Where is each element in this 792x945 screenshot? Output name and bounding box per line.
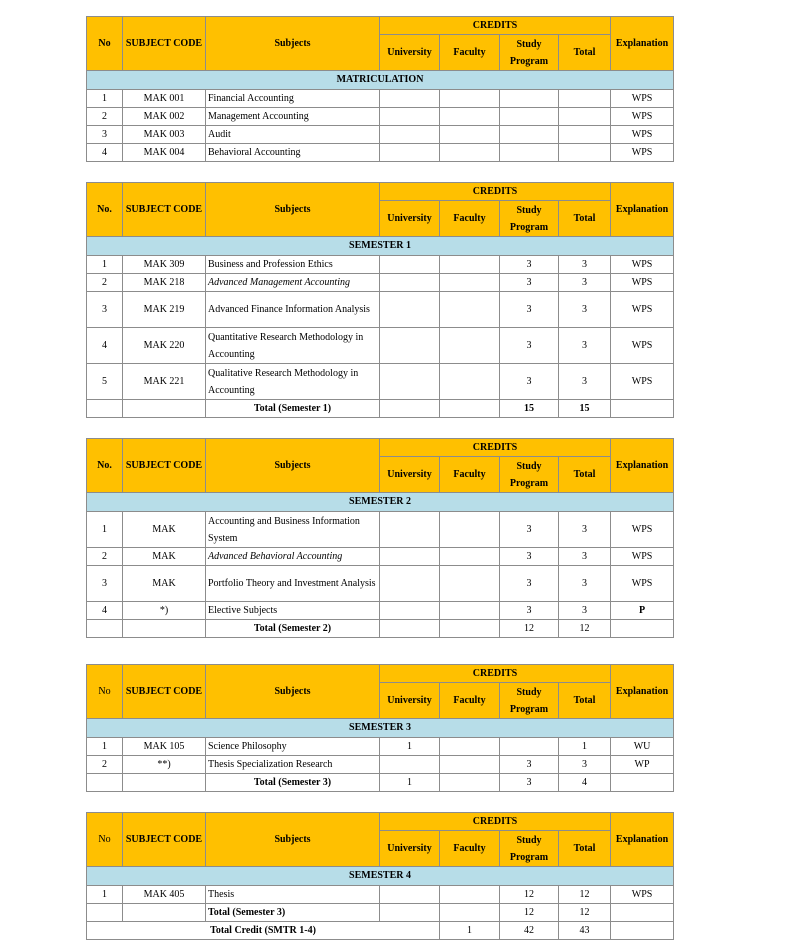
header-total: Total <box>559 201 611 237</box>
table-row <box>87 602 674 620</box>
total-university: 1 <box>380 774 440 792</box>
row-study-program <box>500 144 559 162</box>
header-total: Total <box>559 683 611 719</box>
row-total <box>559 108 611 126</box>
row-faculty <box>440 566 500 602</box>
row-no: 1 <box>87 886 123 904</box>
total-row <box>87 620 674 638</box>
header-faculty: Faculty <box>440 683 500 719</box>
row-no: 5 <box>87 364 123 400</box>
row-faculty <box>440 90 500 108</box>
total-study-program: 12 <box>500 904 559 922</box>
section-title: MATRICULATION <box>87 71 674 90</box>
row-explanation: WPS <box>611 90 674 108</box>
row-no: 4 <box>87 602 123 620</box>
grand-total-row <box>87 922 674 940</box>
semester-3-table <box>86 664 674 792</box>
header-faculty: Faculty <box>440 831 500 867</box>
header-university: University <box>380 457 440 493</box>
table-row <box>87 738 674 756</box>
row-code: **) <box>123 756 206 774</box>
row-code: MAK 003 <box>123 126 206 144</box>
total-faculty <box>440 904 500 922</box>
section-title: SEMESTER 3 <box>87 719 674 738</box>
row-total: 3 <box>559 602 611 620</box>
total-label: Total (Semester 3) <box>206 904 380 922</box>
total-study-program: 12 <box>500 620 559 638</box>
total-label: Total (Semester 3) <box>206 774 380 792</box>
table-row <box>87 512 674 548</box>
row-subject: Quantitative Research Methodology in Accounting <box>206 328 380 364</box>
row-explanation: WPS <box>611 886 674 904</box>
header-subjects: Subjects <box>206 183 380 237</box>
table-row <box>87 256 674 274</box>
row-university: 1 <box>380 738 440 756</box>
row-explanation: WPS <box>611 108 674 126</box>
total-total: 15 <box>559 400 611 418</box>
row-subject: Advanced Behavioral Accounting <box>206 548 380 566</box>
header-credits: CREDITS <box>380 183 611 201</box>
row-no: 4 <box>87 328 123 364</box>
row-explanation: WPS <box>611 328 674 364</box>
row-subject: Portfolio Theory and Investment Analysis <box>206 566 380 602</box>
row-university <box>380 90 440 108</box>
total-university <box>380 904 440 922</box>
header-credits: CREDITS <box>380 17 611 35</box>
row-faculty <box>440 602 500 620</box>
row-no: 2 <box>87 548 123 566</box>
table-row <box>87 756 674 774</box>
header-subjects: Subjects <box>206 665 380 719</box>
row-no: 4 <box>87 144 123 162</box>
row-no: 2 <box>87 756 123 774</box>
header-study-program: Study Program <box>500 201 559 237</box>
section-title: SEMESTER 1 <box>87 237 674 256</box>
row-faculty <box>440 292 500 328</box>
header-study-program: Study Program <box>500 35 559 71</box>
row-university <box>380 274 440 292</box>
row-total: 1 <box>559 738 611 756</box>
row-code: MAK 002 <box>123 108 206 126</box>
header-subject-code: SUBJECT CODE <box>123 17 206 71</box>
row-university <box>380 886 440 904</box>
row-subject: Qualitative Research Methodology in Accounting <box>206 364 380 400</box>
header-explanation: Explanation <box>611 665 674 719</box>
row-explanation: P <box>611 602 674 620</box>
header-university: University <box>380 831 440 867</box>
row-faculty <box>440 512 500 548</box>
row-code: MAK <box>123 566 206 602</box>
header-faculty: Faculty <box>440 457 500 493</box>
row-code: MAK 221 <box>123 364 206 400</box>
row-no: 3 <box>87 126 123 144</box>
row-no: 2 <box>87 274 123 292</box>
row-code: MAK <box>123 512 206 548</box>
row-faculty <box>440 126 500 144</box>
row-study-program: 3 <box>500 256 559 274</box>
row-code: MAK 218 <box>123 274 206 292</box>
header-no: No <box>87 813 123 867</box>
header-explanation: Explanation <box>611 17 674 71</box>
total-row <box>87 774 674 792</box>
row-university <box>380 256 440 274</box>
row-total: 3 <box>559 756 611 774</box>
row-study-program: 3 <box>500 548 559 566</box>
semester-4-table <box>86 812 674 940</box>
row-code: MAK 309 <box>123 256 206 274</box>
row-university <box>380 602 440 620</box>
total-total: 12 <box>559 620 611 638</box>
row-explanation: WPS <box>611 364 674 400</box>
row-code: MAK <box>123 548 206 566</box>
total-label: Total (Semester 1) <box>206 400 380 418</box>
row-subject: Elective Subjects <box>206 602 380 620</box>
header-credits: CREDITS <box>380 813 611 831</box>
row-subject: Audit <box>206 126 380 144</box>
row-no: 2 <box>87 108 123 126</box>
row-faculty <box>440 548 500 566</box>
total-row <box>87 904 674 922</box>
table-row <box>87 364 674 400</box>
row-study-program: 3 <box>500 328 559 364</box>
table-row <box>87 90 674 108</box>
header-faculty: Faculty <box>440 35 500 71</box>
matriculation-table <box>86 16 674 162</box>
row-subject: Advanced Management Accounting <box>206 274 380 292</box>
row-subject: Financial Accounting <box>206 90 380 108</box>
row-total <box>559 126 611 144</box>
row-study-program: 3 <box>500 364 559 400</box>
header-explanation: Explanation <box>611 183 674 237</box>
row-study-program <box>500 126 559 144</box>
row-code: MAK 004 <box>123 144 206 162</box>
row-explanation: WPS <box>611 256 674 274</box>
row-faculty <box>440 144 500 162</box>
row-explanation: WPS <box>611 566 674 602</box>
row-total: 3 <box>559 548 611 566</box>
row-university <box>380 108 440 126</box>
total-label: Total (Semester 2) <box>206 620 380 638</box>
row-study-program: 12 <box>500 886 559 904</box>
header-credits: CREDITS <box>380 439 611 457</box>
total-university <box>380 620 440 638</box>
row-subject: Behavioral Accounting <box>206 144 380 162</box>
total-university <box>380 400 440 418</box>
row-explanation: WPS <box>611 292 674 328</box>
row-study-program: 3 <box>500 756 559 774</box>
row-subject: Advanced Finance Information Analysis <box>206 292 380 328</box>
row-total: 3 <box>559 512 611 548</box>
row-faculty <box>440 886 500 904</box>
row-faculty <box>440 108 500 126</box>
header-subject-code: SUBJECT CODE <box>123 813 206 867</box>
table-row <box>87 886 674 904</box>
table-row <box>87 108 674 126</box>
row-subject: Accounting and Business Information System <box>206 512 380 548</box>
row-no: 3 <box>87 566 123 602</box>
header-university: University <box>380 683 440 719</box>
row-code: MAK 405 <box>123 886 206 904</box>
header-no: No. <box>87 439 123 493</box>
total-faculty <box>440 774 500 792</box>
grand-total-faculty: 1 <box>440 922 500 940</box>
row-explanation: WP <box>611 756 674 774</box>
row-faculty <box>440 738 500 756</box>
row-no: 3 <box>87 292 123 328</box>
row-university <box>380 512 440 548</box>
header-subjects: Subjects <box>206 813 380 867</box>
row-faculty <box>440 274 500 292</box>
row-total: 3 <box>559 566 611 602</box>
row-study-program: 3 <box>500 274 559 292</box>
row-study-program: 3 <box>500 602 559 620</box>
row-total: 12 <box>559 886 611 904</box>
table-row <box>87 126 674 144</box>
table-row <box>87 274 674 292</box>
row-study-program <box>500 90 559 108</box>
total-total: 4 <box>559 774 611 792</box>
row-code: MAK 001 <box>123 90 206 108</box>
row-faculty <box>440 364 500 400</box>
row-total <box>559 90 611 108</box>
row-total: 3 <box>559 274 611 292</box>
semester-2-table <box>86 438 674 638</box>
row-university <box>380 364 440 400</box>
row-no: 1 <box>87 512 123 548</box>
row-study-program <box>500 738 559 756</box>
section-title: SEMESTER 4 <box>87 867 674 886</box>
row-university <box>380 548 440 566</box>
semester-1-table <box>86 182 674 418</box>
section-title: SEMESTER 2 <box>87 493 674 512</box>
total-total: 12 <box>559 904 611 922</box>
row-total: 3 <box>559 292 611 328</box>
table-row <box>87 566 674 602</box>
table-row <box>87 328 674 364</box>
grand-total-total: 43 <box>559 922 611 940</box>
row-explanation: WPS <box>611 512 674 548</box>
header-no: No. <box>87 183 123 237</box>
row-total: 3 <box>559 364 611 400</box>
grand-total-label: Total Credit (SMTR 1-4) <box>87 922 440 940</box>
table-row <box>87 144 674 162</box>
header-subjects: Subjects <box>206 439 380 493</box>
row-explanation: WPS <box>611 144 674 162</box>
row-total <box>559 144 611 162</box>
total-row <box>87 400 674 418</box>
table-row <box>87 548 674 566</box>
total-faculty <box>440 620 500 638</box>
header-total: Total <box>559 831 611 867</box>
total-study-program: 3 <box>500 774 559 792</box>
header-subjects: Subjects <box>206 17 380 71</box>
row-total: 3 <box>559 328 611 364</box>
header-total: Total <box>559 35 611 71</box>
row-code: MAK 220 <box>123 328 206 364</box>
total-faculty <box>440 400 500 418</box>
row-university <box>380 144 440 162</box>
row-no: 1 <box>87 90 123 108</box>
row-explanation: WPS <box>611 274 674 292</box>
row-code: MAK 219 <box>123 292 206 328</box>
row-faculty <box>440 328 500 364</box>
header-faculty: Faculty <box>440 201 500 237</box>
header-subject-code: SUBJECT CODE <box>123 439 206 493</box>
header-study-program: Study Program <box>500 831 559 867</box>
header-explanation: Explanation <box>611 439 674 493</box>
row-code: MAK 105 <box>123 738 206 756</box>
row-subject: Science Philosophy <box>206 738 380 756</box>
row-faculty <box>440 256 500 274</box>
table-row <box>87 292 674 328</box>
header-no: No <box>87 17 123 71</box>
row-subject: Business and Profession Ethics <box>206 256 380 274</box>
row-faculty <box>440 756 500 774</box>
row-university <box>380 566 440 602</box>
row-explanation: WPS <box>611 548 674 566</box>
row-subject: Thesis Specialization Research <box>206 756 380 774</box>
row-study-program: 3 <box>500 292 559 328</box>
row-total: 3 <box>559 256 611 274</box>
header-university: University <box>380 35 440 71</box>
row-study-program: 3 <box>500 512 559 548</box>
row-explanation: WU <box>611 738 674 756</box>
header-credits: CREDITS <box>380 665 611 683</box>
header-university: University <box>380 201 440 237</box>
row-no: 1 <box>87 738 123 756</box>
header-study-program: Study Program <box>500 683 559 719</box>
row-subject: Management Accounting <box>206 108 380 126</box>
header-study-program: Study Program <box>500 457 559 493</box>
grand-total-study-program: 42 <box>500 922 559 940</box>
header-explanation: Explanation <box>611 813 674 867</box>
row-university <box>380 292 440 328</box>
row-study-program: 3 <box>500 566 559 602</box>
header-subject-code: SUBJECT CODE <box>123 183 206 237</box>
row-explanation: WPS <box>611 126 674 144</box>
total-study-program: 15 <box>500 400 559 418</box>
row-code: *) <box>123 602 206 620</box>
row-study-program <box>500 108 559 126</box>
row-university <box>380 328 440 364</box>
row-no: 1 <box>87 256 123 274</box>
row-subject: Thesis <box>206 886 380 904</box>
header-subject-code: SUBJECT CODE <box>123 665 206 719</box>
row-university <box>380 126 440 144</box>
header-no: No <box>87 665 123 719</box>
header-total: Total <box>559 457 611 493</box>
row-university <box>380 756 440 774</box>
